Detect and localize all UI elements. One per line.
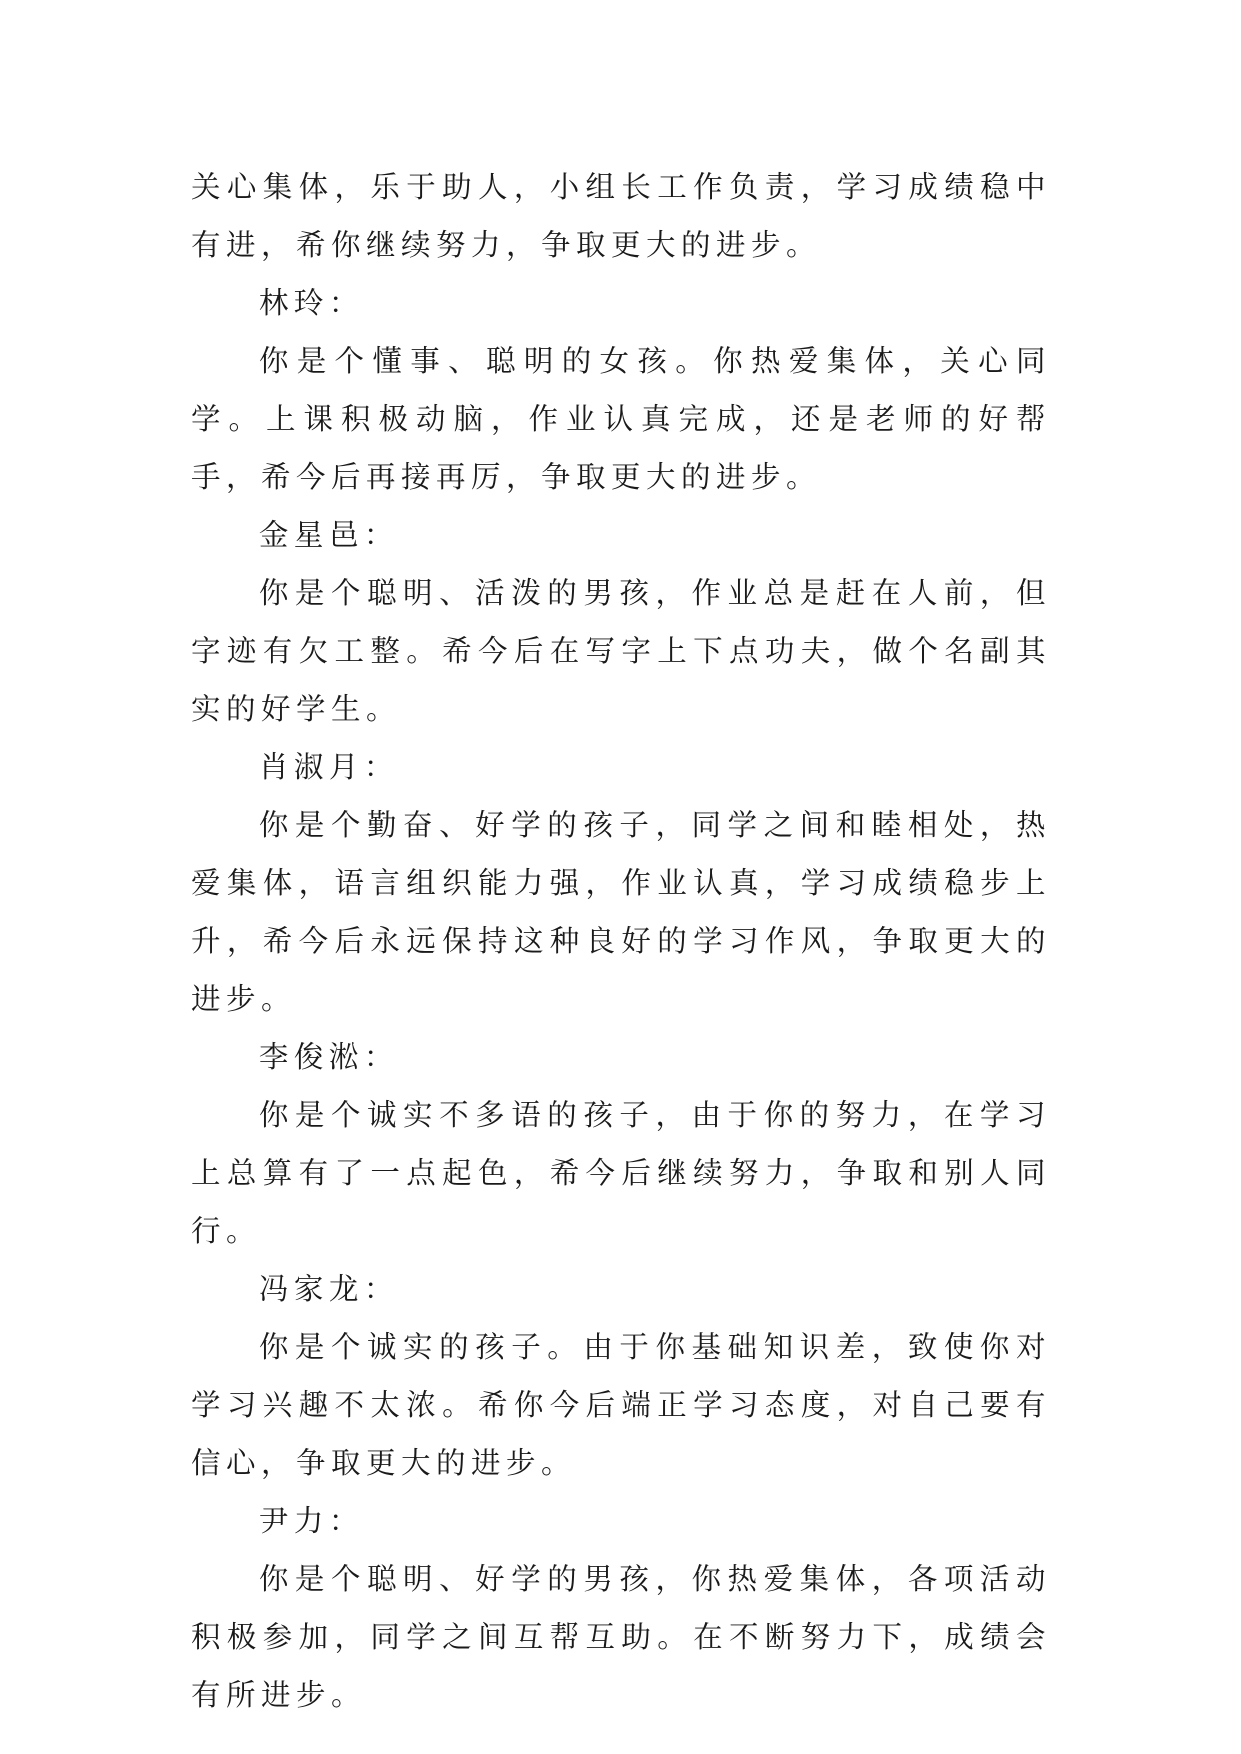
comment-paragraph: 你是个勤奋、好学的孩子，同学之间和睦相处，热爱集体，语言组织能力强，作业认真，学习成绩稳步上升，希今后永远保持这种良好的学习作风，争取更大的进步。 — [191, 808, 1051, 1016]
student-name: 金星邑： — [258, 518, 399, 552]
student-name: 肖淑月： — [258, 750, 399, 784]
student-name: 尹力： — [258, 1504, 364, 1538]
document-body — [191, 158, 1051, 1724]
comment-paragraph: 关心集体，乐于助人，小组长工作负责，学习成绩稳中有进，希你继续努力，争取更大的进步。 — [191, 170, 1051, 262]
student-name: 林玲： — [258, 286, 364, 320]
student-name: 冯家龙： — [258, 1272, 399, 1306]
comment-paragraph: 你是个聪明、好学的男孩，你热爱集体，各项活动积极参加，同学之间互帮互助。在不断努力下，成绩会有所进步。 — [191, 1562, 1051, 1712]
comment-paragraph: 你是个诚实的孩子。由于你基础知识差，致使你对学习兴趣不太浓。希你今后端正学习态度，对自己要有信心，争取更大的进步。 — [191, 1330, 1051, 1480]
comment-paragraph: 你是个诚实不多语的孩子，由于你的努力，在学习上总算有了一点起色，希今后继续努力，争取和别人同行。 — [191, 1098, 1051, 1248]
comment-paragraph: 你是个聪明、活泼的男孩，作业总是赶在人前，但字迹有欠工整。希今后在写字上下点功夫，做个名副其实的好学生。 — [191, 576, 1051, 726]
comment-paragraph: 你是个懂事、聪明的女孩。你热爱集体，关心同学。上课积极动脑，作业认真完成，还是老师的好帮手，希今后再接再厉，争取更大的进步。 — [191, 344, 1051, 494]
student-name: 李俊淞： — [258, 1040, 399, 1074]
